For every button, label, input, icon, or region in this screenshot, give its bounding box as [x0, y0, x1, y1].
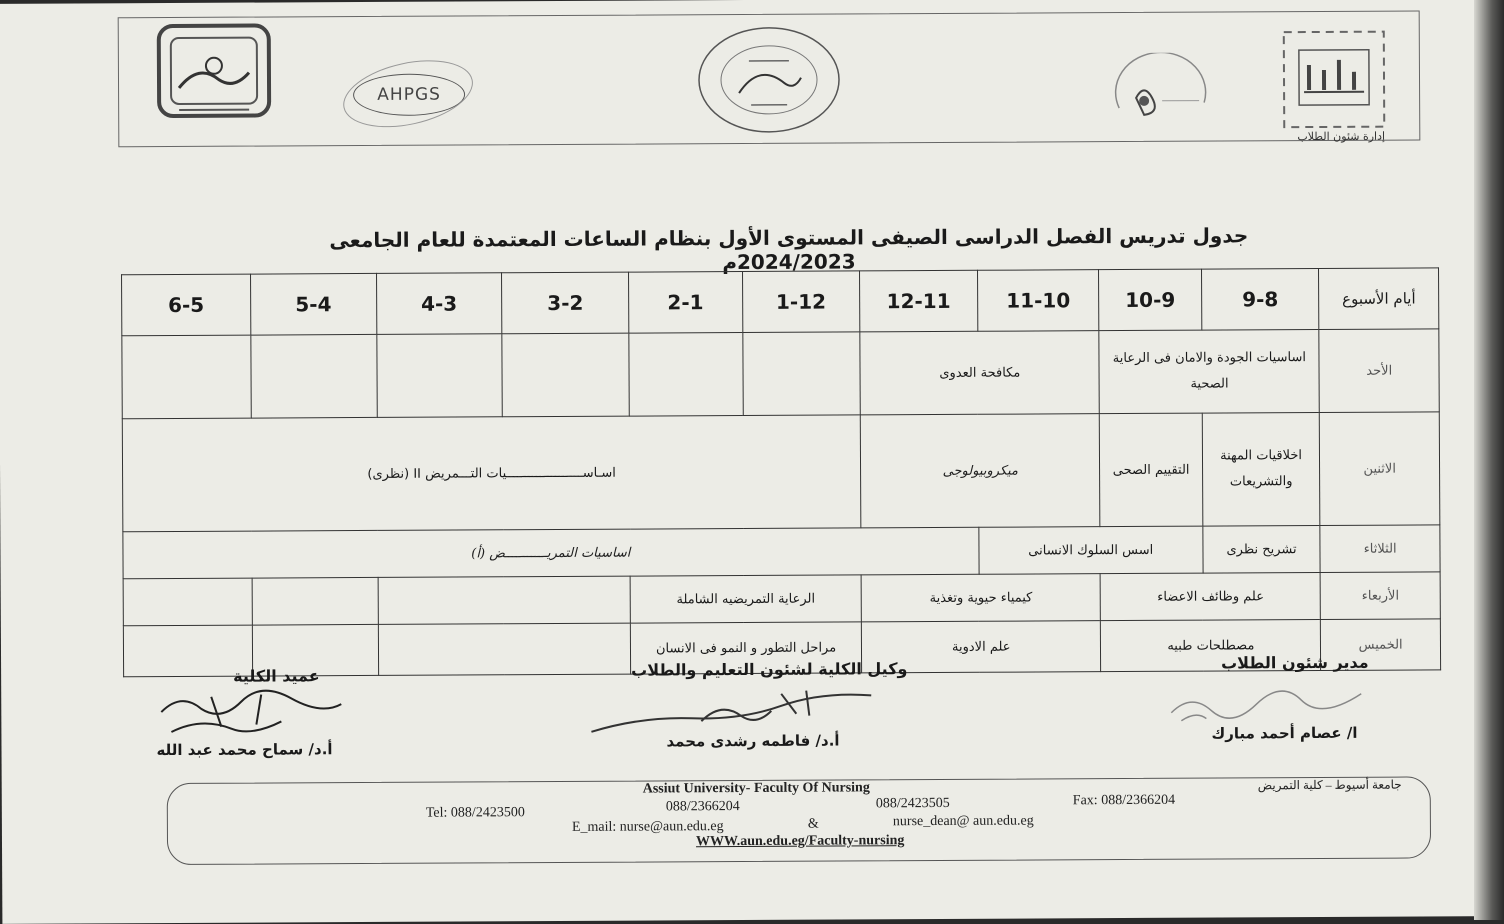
table-row-tuesday: [123, 525, 1440, 579]
course-cell: الرعاية التمريضيه الشاملة: [630, 575, 861, 623]
logo-header: [118, 10, 1421, 147]
course-cell: تشريح نظرى: [1203, 525, 1321, 573]
time-slot-header: 4-3: [376, 273, 502, 335]
handwritten-signature: [581, 685, 881, 742]
course-cell: علم وظائف الاعضاء: [1100, 572, 1320, 620]
table-row-wednesday: [123, 572, 1440, 626]
student-affairs-signature: [1221, 653, 1369, 673]
empty-cell: [378, 576, 631, 624]
footer-ampersand: &: [808, 817, 819, 833]
time-slot-header: 5-4: [250, 273, 376, 335]
day-column-header: أيام الأسبوع: [1319, 268, 1439, 330]
dean-name-block: [156, 740, 332, 759]
handwritten-signature: [1161, 682, 1371, 728]
day-label: الخميس: [1321, 619, 1441, 671]
empty-cell: [742, 332, 860, 416]
day-label: الاثنين: [1320, 412, 1440, 526]
faculty-logo: [149, 17, 280, 128]
page-edge-shadow: [1474, 0, 1504, 920]
empty-cell: [629, 333, 743, 417]
time-slot-header: 3-2: [502, 272, 629, 334]
handwritten-course-cell: اساسيات التمريـــــــــــض (أ): [123, 527, 979, 578]
course-cell: التقييم الصحى: [1100, 413, 1203, 527]
table-header-row: [122, 268, 1439, 336]
dean-signature: [233, 666, 320, 685]
dean-name: أ.د/ سماح محمد عبد الله: [156, 740, 332, 759]
day-label: الأربعاء: [1320, 572, 1440, 620]
footer-fax: Fax: 088/2366204: [1073, 793, 1175, 810]
course-cell: علم الادوية: [861, 621, 1101, 673]
student-affairs-title: مدير شئون الطلاب: [1221, 653, 1369, 673]
schedule-table: [121, 267, 1441, 677]
quality-assurance-seal: [689, 22, 850, 138]
course-cell: اساسيات الجودة والامان فى الرعاية الصحية: [1099, 329, 1319, 413]
handwritten-course-cell: ميكروبيولوجى: [860, 414, 1100, 528]
time-slot-header: 11-10: [977, 270, 1099, 332]
footer-arabic-institution: جامعة أسيوط – كلية التمريض: [1258, 778, 1402, 794]
ahpgs-logo: [353, 73, 465, 116]
empty-cell: [123, 578, 252, 626]
university-logo: [1269, 20, 1400, 141]
footer-institution: Assiut University- Faculty Of Nursing: [643, 780, 870, 797]
table-row-monday: [122, 412, 1440, 532]
vice-dean-signature: [631, 659, 907, 679]
student-affairs-name: ا/ عصام أحمد مبارك: [1211, 724, 1357, 743]
vice-dean-name: أ.د/ فاطمه رشدى محمد: [666, 732, 839, 751]
day-label: الأحد: [1319, 329, 1439, 413]
dean-title: عميد الكلية: [233, 666, 320, 685]
time-slot-header: 6-5: [122, 274, 251, 336]
course-cell: اسس السلوك الانسانى: [979, 526, 1203, 574]
empty-cell: [502, 333, 629, 417]
training-center-logo: [1104, 53, 1214, 134]
time-slot-header: 12-11: [860, 270, 978, 332]
empty-cell: [122, 335, 251, 419]
day-label: الثلاثاء: [1320, 525, 1440, 573]
course-cell: مراحل التطور و النمو فى الانسان: [630, 622, 861, 674]
page-title: جدول تدريس الفصل الدراسى الصيفى المستوى الأول بنظام الساعات المعتمدة للعام الجامعى 2024/2023م: [299, 223, 1279, 276]
time-slot-header: 10-9: [1099, 269, 1202, 331]
course-cell: اسـاســــــــــــــــــــيات التـــمريض II (نظرى): [122, 415, 861, 532]
handwritten-signature: [151, 686, 351, 742]
footer-tel: Tel: 088/2423500: [426, 805, 525, 822]
footer-phone: 088/2423505: [876, 796, 950, 812]
empty-cell: [376, 334, 502, 418]
time-slot-header: 9-8: [1201, 268, 1319, 330]
empty-cell: [251, 334, 377, 418]
course-cell: كيمياء حيوية وتغذية: [861, 574, 1100, 622]
course-cell: مكافحة العدوى: [860, 331, 1100, 415]
footer-email: E_mail: nurse@aun.edu.eg: [572, 819, 724, 836]
empty-cell: [252, 577, 378, 625]
time-slot-header: 1-12: [742, 271, 860, 333]
footer-phone: 088/2366204: [666, 799, 740, 815]
vice-dean-title: وكيل الكلية لشئون التعليم والطلاب: [631, 659, 907, 679]
time-slot-header: 2-1: [629, 272, 743, 334]
course-cell: مصطلحات طبيه: [1101, 619, 1321, 671]
table-row-sunday: [122, 329, 1439, 419]
course-cell: اخلاقيات المهنة والتشريعات: [1202, 412, 1320, 526]
empty-cell: [378, 623, 631, 675]
footer-email: nurse_dean@ aun.edu.eg: [893, 813, 1034, 830]
university-caption: إدارة شئون الطلاب: [1297, 130, 1385, 143]
ahpgs-logo-text: AHPGS: [377, 85, 441, 105]
footer-website-link[interactable]: WWW.aun.edu.eg/Faculty-nursing: [696, 833, 904, 850]
contact-footer: [167, 776, 1431, 865]
